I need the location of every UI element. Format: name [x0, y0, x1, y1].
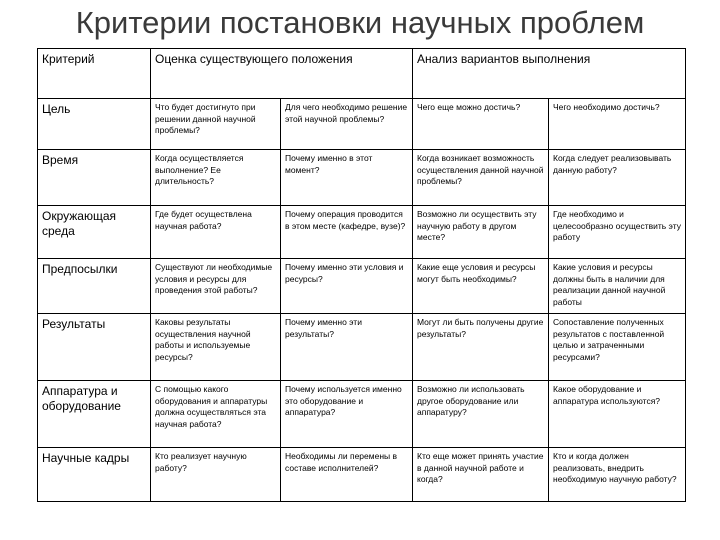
table-cell: Почему именно в этот момент?	[281, 150, 413, 206]
header-row	[38, 49, 686, 99]
table-cell: Возможно ли использовать другое оборудование или аппаратуру?	[413, 381, 549, 448]
row-criterion: Научные кадры	[38, 448, 151, 502]
table-cell: Чего еще можно достичь?	[413, 99, 549, 150]
table-cell: Существуют ли необходимые условия и ресурсы для проведения этой работы?	[151, 259, 281, 314]
table-cell: Необходимы ли перемены в составе исполнителей?	[281, 448, 413, 502]
table-cell: Почему именно эти результаты?	[281, 314, 413, 381]
table-cell: Кто еще может принять участие в данной научной работе и когда?	[413, 448, 549, 502]
table-row	[38, 259, 686, 314]
table-cell: Когда следует реализовывать данную работу?	[549, 150, 686, 206]
table-cell: Когда возникает возможность осуществления данной научной проблемы?	[413, 150, 549, 206]
slide-title: Критерии постановки научных проблем	[75, 5, 645, 40]
table-cell: Почему используется именно это оборудование и аппаратура?	[281, 381, 413, 448]
table-cell: Сопоставление полученных результатов с поставленной целью и затраченными ресурсами?	[549, 314, 686, 381]
table-cell: Какое оборудование и аппаратура используются?	[549, 381, 686, 448]
table-cell: Кто реализует научную работу?	[151, 448, 281, 502]
table-cell: Где будет осуществлена научная работа?	[151, 206, 281, 259]
table-row	[38, 150, 686, 206]
table-row	[38, 381, 686, 448]
row-criterion: Цель	[38, 99, 151, 150]
table-cell: Возможно ли осуществить эту научную работу в другом месте?	[413, 206, 549, 259]
table-cell: Почему операция проводится в этом месте (кафедре, вузе)?	[281, 206, 413, 259]
table-cell: Какие еще условия и ресурсы могут быть необходимы?	[413, 259, 549, 314]
table-cell: Где необходимо и целесообразно осуществить эту работу	[549, 206, 686, 259]
table-row	[38, 99, 686, 150]
row-criterion: Предпосылки	[38, 259, 151, 314]
table-cell: Чего необходимо достичь?	[549, 99, 686, 150]
table-cell: Для чего необходимо решение этой научной проблемы?	[281, 99, 413, 150]
table-cell: Кто и когда должен реализовать, внедрить необходимую научную работу?	[549, 448, 686, 502]
table-row	[38, 314, 686, 381]
row-criterion: Результаты	[38, 314, 151, 381]
table-row	[38, 206, 686, 259]
header-assessment: Оценка существующего положения	[151, 49, 413, 99]
row-criterion: Аппаратура и оборудование	[38, 381, 151, 448]
header-criterion: Критерий	[38, 49, 151, 99]
table-cell: С помощью какого оборудования и аппаратуры должна осуществляться эта научная работа?	[151, 381, 281, 448]
header-analysis: Анализ вариантов выполнения	[413, 49, 686, 99]
table-cell: Что будет достигнуто при решении данной научной проблемы?	[151, 99, 281, 150]
criteria-table	[37, 48, 686, 502]
row-criterion: Время	[38, 150, 151, 206]
table-cell: Когда осуществляется выполнение? Ее длительность?	[151, 150, 281, 206]
table-cell: Каковы результаты осуществления научной работы и используемые ресурсы?	[151, 314, 281, 381]
table-row	[38, 448, 686, 502]
table-cell: Почему именно эти условия и ресурсы?	[281, 259, 413, 314]
table-cell: Могут ли быть получены другие результаты?	[413, 314, 549, 381]
table-cell: Какие условия и ресурсы должны быть в наличии для реализации данной научной работы	[549, 259, 686, 314]
row-criterion: Окружающая среда	[38, 206, 151, 259]
